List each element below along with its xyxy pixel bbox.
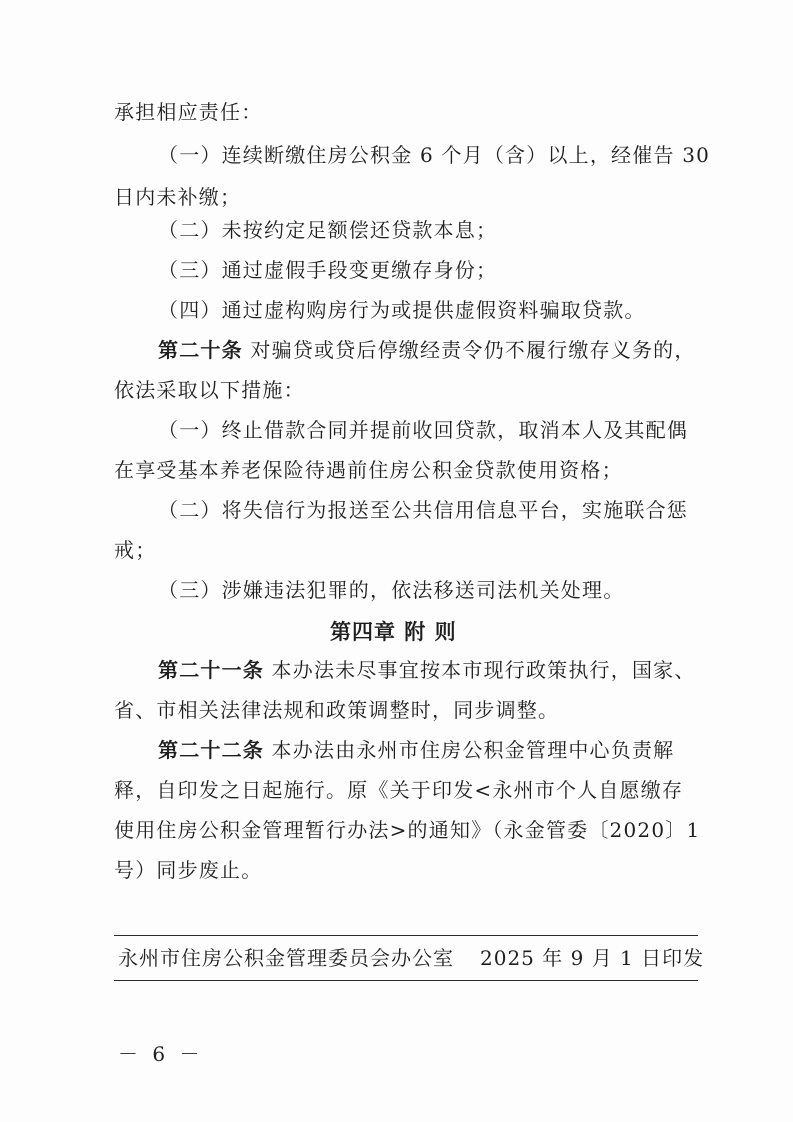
footer-date: 2025 年 9 月 1 日印发: [480, 946, 705, 970]
page-number: － 6 －: [118, 1042, 204, 1066]
article-21-line-1: [158, 656, 696, 684]
body-line-1: 承担相应责任：: [114, 100, 263, 124]
measure-3: （三）涉嫌违法犯罪的，依法移送司法机关处理。: [158, 578, 625, 602]
clause-4: （四）通过虚构购房行为或提供虚假资料骗取贷款。: [158, 298, 646, 322]
article-21-line-2: 省、市相关法律法规和政策调整时，同步调整。: [114, 698, 560, 722]
article-21-text: 本办法未尽事宜按本市现行政策执行，国家、: [264, 658, 696, 682]
article-22-line-2: 释，自印发之日起施行。原《关于印发<永州市个人自愿缴存: [114, 778, 684, 802]
article-22-text: 本办法由永州市住房公积金管理中心负责解: [264, 738, 675, 762]
article-20-line-1: [158, 336, 696, 364]
article-22-heading: 第二十二条: [158, 738, 264, 762]
article-22-line-3: 使用住房公积金管理暂行办法>的通知》（永金管委〔2020〕1: [114, 818, 701, 842]
footer-issuer: 永州市住房公积金管理委员会办公室: [118, 946, 454, 970]
measure-1-line-2: 在享受基本养老保险待遇前住房公积金贷款使用资格；: [114, 458, 623, 482]
clause-1-line-2: 日内未补缴；: [114, 185, 242, 209]
chapter-heading: 第四章 附 则: [330, 619, 457, 644]
article-21-heading: 第二十一条: [158, 658, 264, 682]
clause-2: （二）未按约定足额偿还贷款本息；: [158, 218, 498, 242]
article-22-line-4: 号）同步废止。: [114, 858, 263, 882]
article-20-line-2: 依法采取以下措施：: [114, 378, 305, 402]
clause-3: （三）通过虚假手段变更缴存身份；: [158, 258, 498, 282]
measure-2-line-2: 戒；: [114, 538, 157, 562]
article-20-heading: 第二十条: [158, 338, 243, 362]
clause-1-line-1: （一）连续断缴住房公积金 6 个月（含）以上，经催告 30: [158, 143, 711, 167]
measure-2-line-1: （二）将失信行为报送至公共信用信息平台，实施联合惩: [158, 498, 688, 522]
article-22-line-1: [158, 736, 674, 764]
article-20-text: 对骗贷或贷后停缴经责令仍不履行缴存义务的，: [242, 338, 696, 362]
footer-bottom-rule: [114, 980, 698, 981]
measure-1-line-1: （一）终止借款合同并提前收回贷款，取消本人及其配偶: [158, 418, 688, 442]
footer-top-rule: [114, 935, 698, 936]
